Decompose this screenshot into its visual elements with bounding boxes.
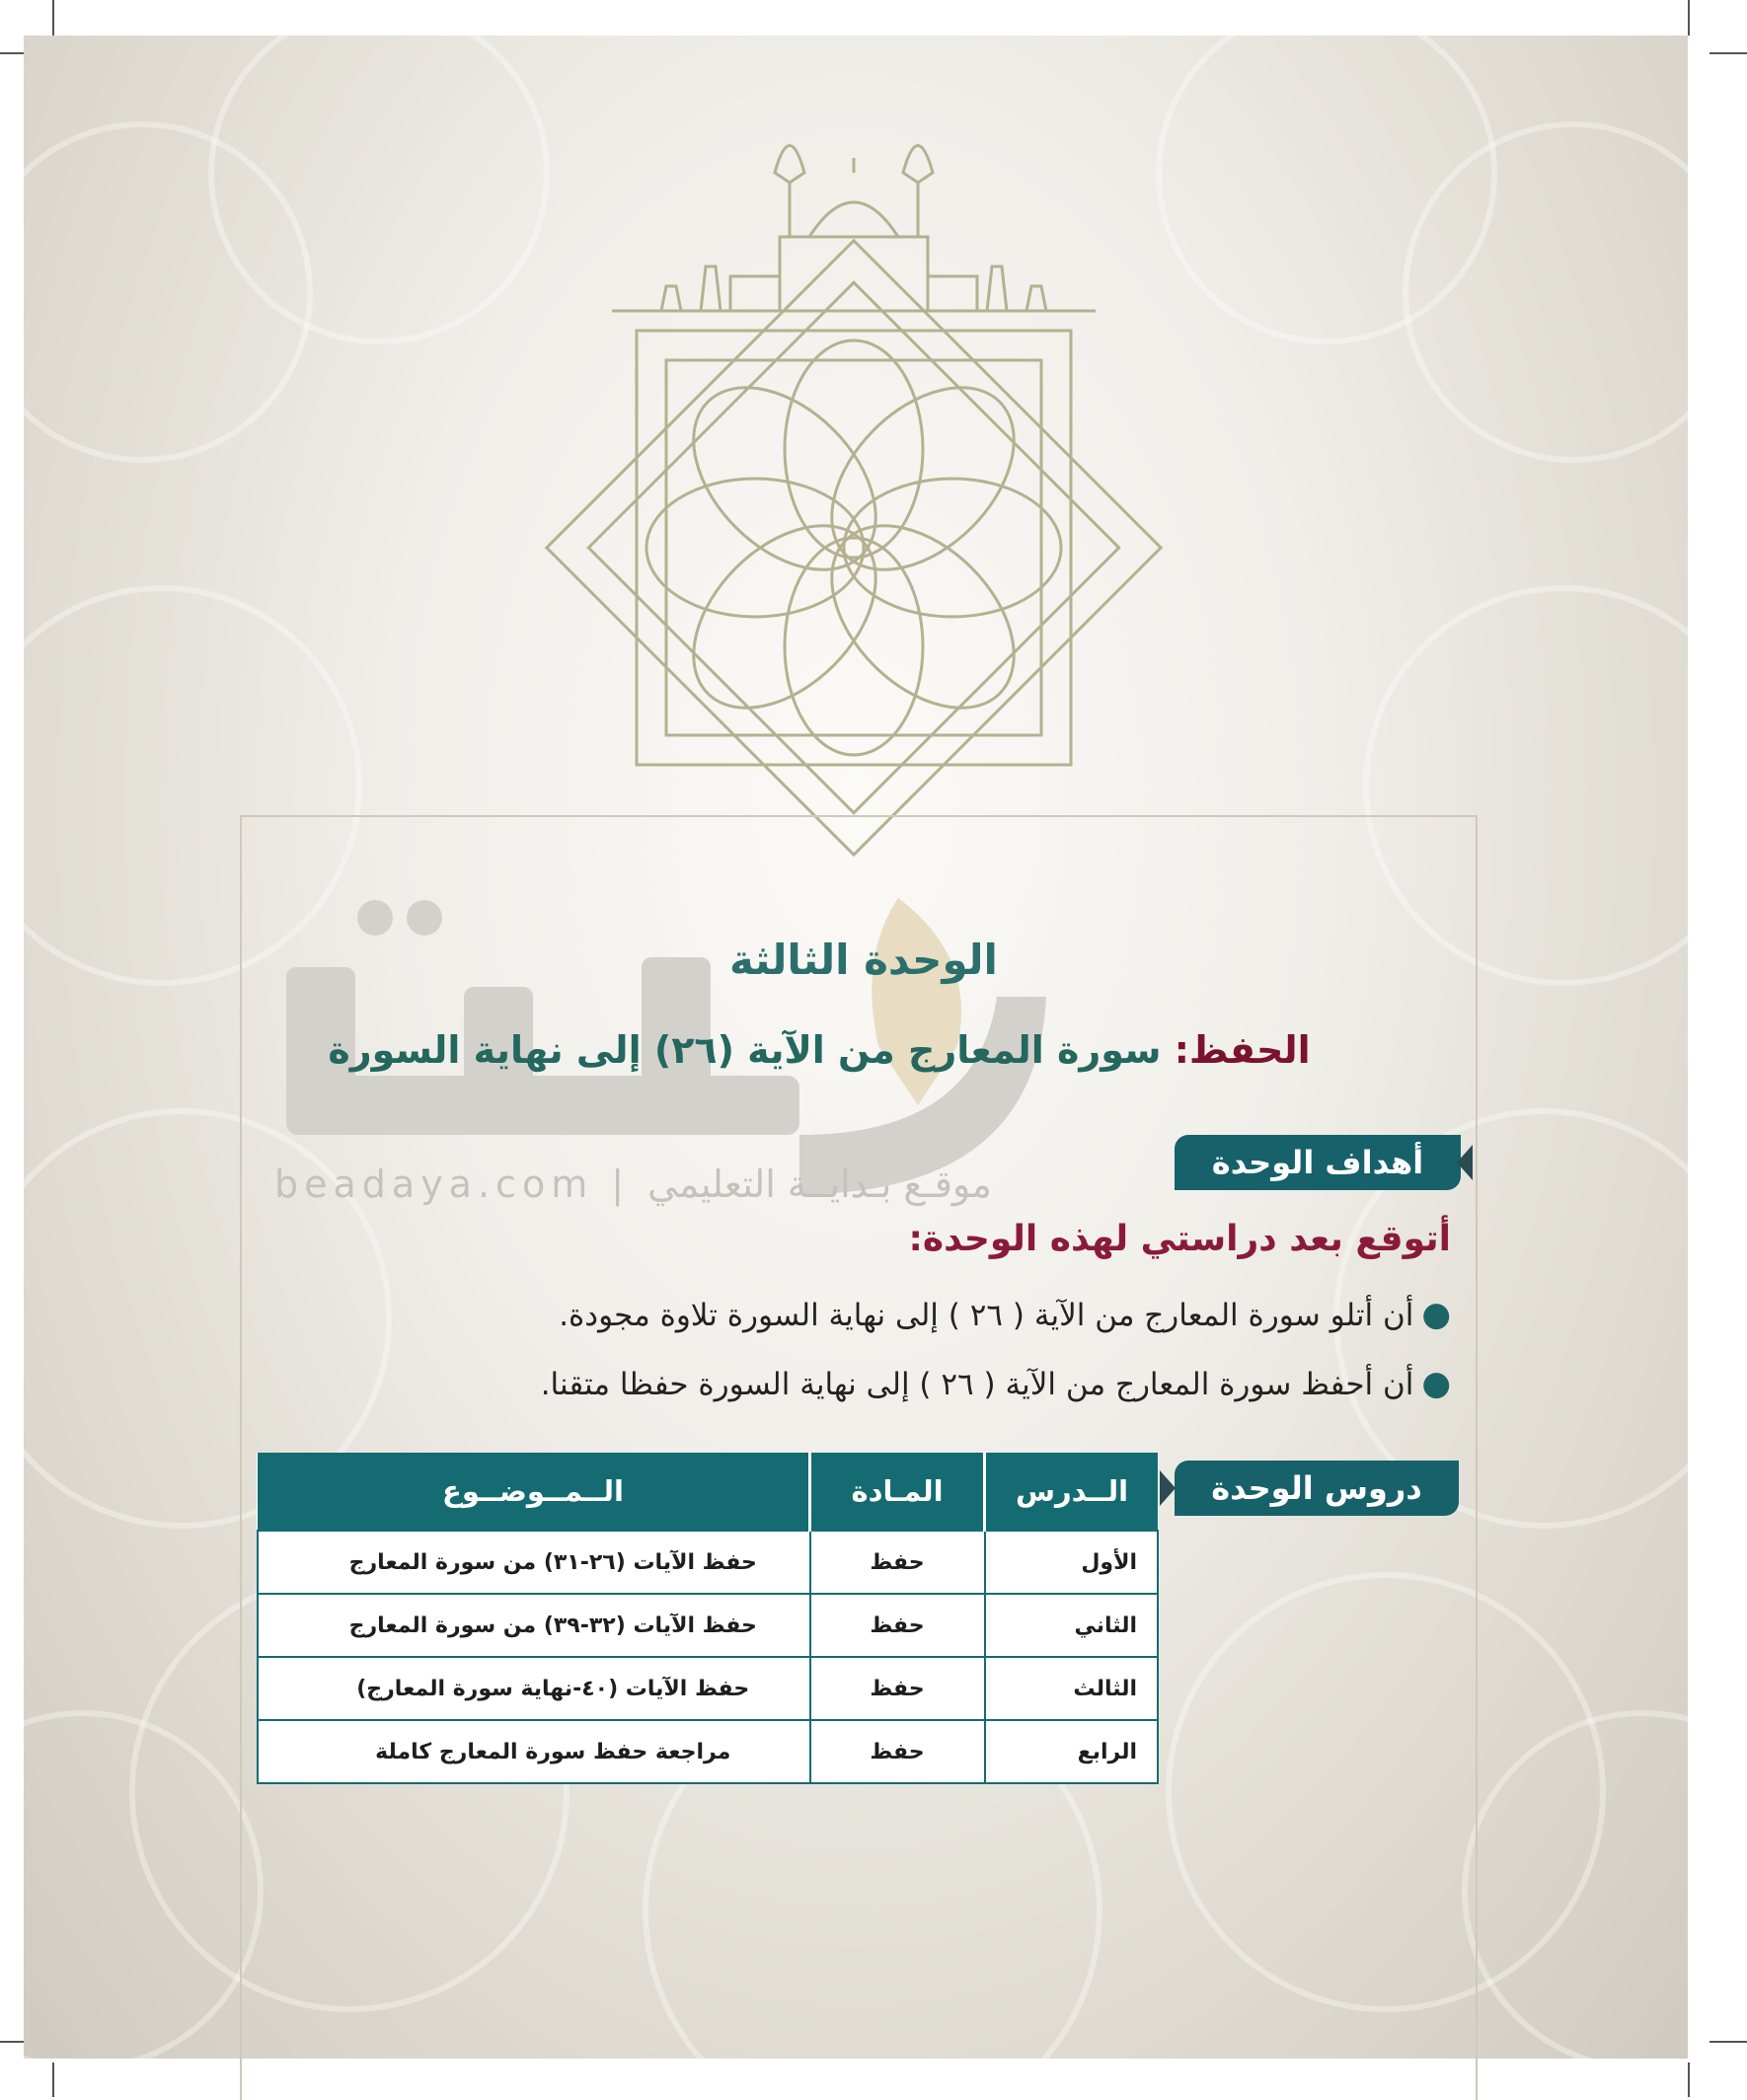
subject-cell: حفظ (810, 1594, 985, 1657)
subject-cell: حفظ (810, 1531, 985, 1594)
goal-text: أن أحفظ سورة المعارج من الآية ( ٢٦ ) إلى نهاية السورة حفظا متقنا. (540, 1367, 1414, 1402)
lessons-table (257, 1453, 1159, 1784)
crop-mark (1709, 52, 1747, 54)
crop-mark (52, 0, 54, 36)
lesson-cell: الثاني (985, 1594, 1159, 1657)
header-topic: الــمــوضــوع (258, 1453, 810, 1531)
header-lesson: الــدرس (985, 1453, 1159, 1531)
subject-cell: حفظ (810, 1657, 985, 1720)
subject-cell: حفظ (810, 1720, 985, 1783)
crop-mark (1709, 2041, 1747, 2043)
table-row (258, 1657, 1158, 1720)
table-row (258, 1531, 1158, 1594)
lesson-cell: الأول (985, 1531, 1159, 1594)
lesson-cell: الرابع (985, 1720, 1159, 1783)
watermark-text: beadaya.com | موقـع بـدايــة التعليمي (274, 1162, 992, 1206)
lesson-cell: الثالث (985, 1657, 1159, 1720)
goals-intro: أتوقع بعد دراستي لهذه الوحدة: (908, 1219, 1451, 1259)
crop-mark (52, 2062, 54, 2097)
goal-text: أن أتلو سورة المعارج من الآية ( ٢٦ ) إلى نهاية السورة تلاوة مجودة. (559, 1298, 1414, 1333)
crop-mark (1688, 0, 1690, 36)
table-row (258, 1594, 1158, 1657)
unit-lessons-heading: دروس الوحدة (1175, 1461, 1459, 1516)
topic-cell: حفظ الآيات (٢٦-٣١) من سورة المعارج (258, 1531, 810, 1594)
goal-item (434, 1295, 1451, 1334)
header-subject: المـادة (810, 1453, 985, 1531)
memorization-text: سورة المعارج من الآية (٢٦) إلى نهاية السورة (328, 1028, 1162, 1072)
memorization-label: الحفظ: (1174, 1028, 1311, 1072)
memorization-line (296, 1028, 1342, 1072)
topic-cell: مراجعة حفظ سورة المعارج كاملة (258, 1720, 810, 1783)
badge-arrow-icon (1457, 1145, 1473, 1180)
bullet-icon: ● (1421, 1364, 1451, 1403)
bullet-icon: ● (1421, 1295, 1451, 1334)
crop-mark (1688, 2062, 1690, 2097)
topic-cell: حفظ الآيات (٣٢-٣٩) من سورة المعارج (258, 1594, 810, 1657)
goal-item (434, 1364, 1451, 1403)
unit-title: الوحدة الثالثة (729, 936, 998, 984)
table-row (258, 1720, 1158, 1783)
table-header-row (258, 1453, 1158, 1531)
badge-arrow-icon (1160, 1470, 1176, 1506)
topic-cell: حفظ الآيات (٤٠-نهاية سورة المعارج) (258, 1657, 810, 1720)
unit-goals-heading: أهداف الوحدة (1175, 1135, 1461, 1190)
